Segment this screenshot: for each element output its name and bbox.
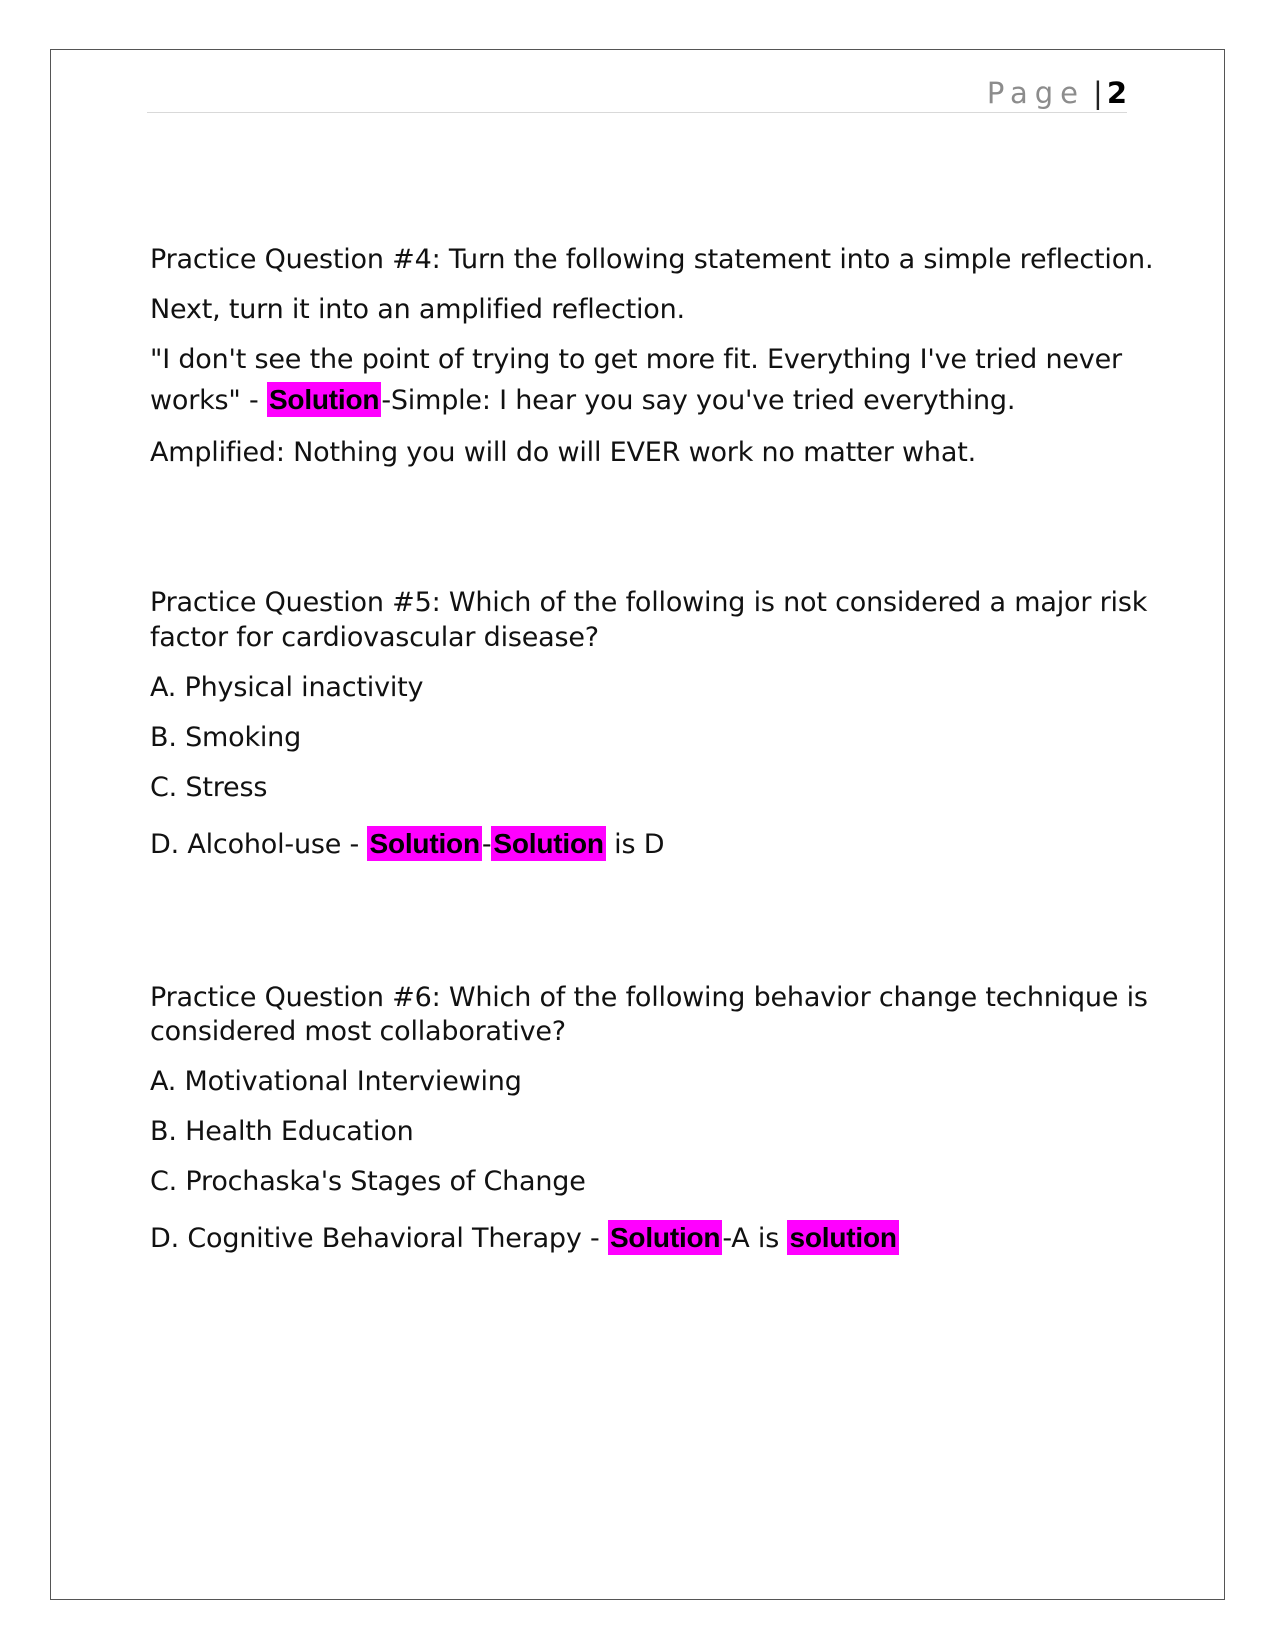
q6-prompt-line-2: considered most collaborative? bbox=[150, 1016, 566, 1047]
page-separator: | bbox=[1093, 76, 1103, 110]
page-frame bbox=[50, 49, 1225, 1600]
page-label: Page bbox=[986, 76, 1086, 110]
q5-option-c: C. Stress bbox=[150, 772, 268, 803]
q6-option-b: B. Health Education bbox=[150, 1116, 414, 1147]
q6-solution-highlight-1: Solution bbox=[609, 1222, 721, 1253]
q6-option-a: A. Motivational Interviewing bbox=[150, 1066, 522, 1097]
q4-statement-line-2 bbox=[150, 382, 1015, 419]
q5-answer-text: is D bbox=[605, 829, 665, 860]
q6-option-d-text: D. Cognitive Behavioral Therapy - bbox=[150, 1223, 608, 1254]
q5-option-d bbox=[150, 826, 664, 863]
q6-option-c: C. Prochaska's Stages of Change bbox=[150, 1166, 586, 1197]
q5-solution-dash: - bbox=[481, 829, 492, 860]
q5-option-b: B. Smoking bbox=[150, 722, 302, 753]
q5-solution-highlight-2: Solution bbox=[493, 828, 604, 859]
q5-option-a: A. Physical inactivity bbox=[150, 672, 424, 703]
q6-option-d bbox=[150, 1220, 899, 1257]
q5-prompt-line-1: Practice Question #5: Which of the following is not considered a major risk bbox=[150, 587, 1148, 618]
page-indicator bbox=[987, 74, 1127, 112]
q6-prompt-line-1: Practice Question #6: Which of the following behavior change technique is bbox=[150, 982, 1148, 1013]
q5-option-d-text: D. Alcohol-use - bbox=[150, 829, 368, 860]
q4-statement-text: works" - bbox=[150, 385, 267, 416]
q6-answer-text: -A is bbox=[722, 1223, 788, 1254]
q6-solution-highlight-2: solution bbox=[789, 1222, 897, 1253]
q5-solution-highlight-1: Solution bbox=[369, 828, 480, 859]
page-header bbox=[147, 74, 1127, 113]
q4-solution-text: -Simple: I hear you say you've tried everything. bbox=[381, 385, 1016, 416]
q5-prompt-line-2: factor for cardiovascular disease? bbox=[150, 622, 599, 653]
q4-statement-line-1: "I don't see the point of trying to get more fit. Everything I've tried never bbox=[150, 344, 1122, 375]
page-number: 2 bbox=[1106, 76, 1127, 110]
q4-solution-highlight: Solution bbox=[268, 384, 380, 415]
q4-prompt-line-1: Practice Question #4: Turn the following statement into a simple reflection. bbox=[150, 244, 1154, 275]
q4-prompt-line-2: Next, turn it into an amplified reflection. bbox=[150, 294, 685, 325]
q4-amplified-line: Amplified: Nothing you will do will EVER work no matter what. bbox=[150, 437, 976, 468]
